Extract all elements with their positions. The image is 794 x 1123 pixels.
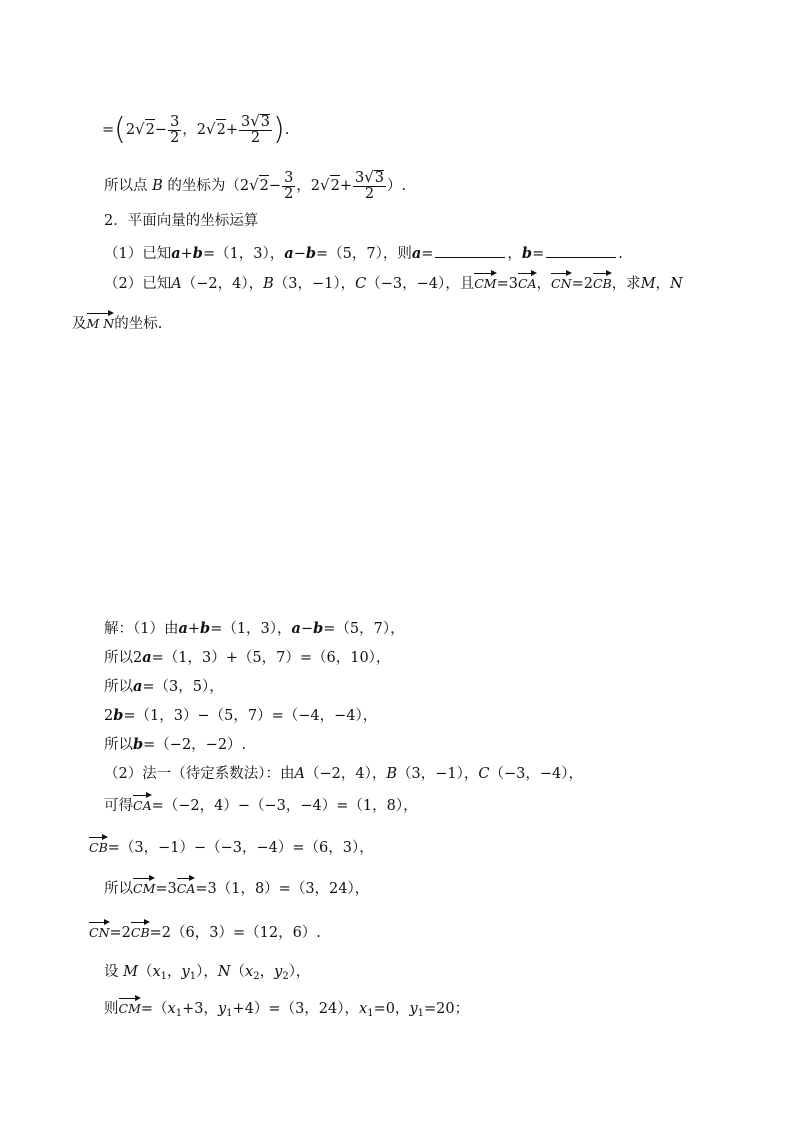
vector-CA: CA [133,793,152,813]
section-heading: 2．平面向量的坐标运算 [104,213,259,229]
vector-CN: CN [551,271,572,291]
solution-line-8: CB=（3，−1）−（−3，−4）=（6，3）， [89,835,374,858]
vector-MN: M N [87,311,115,331]
vector-CB: CB [593,271,612,291]
vector-CB: CB [131,920,150,940]
equals-sign: = [102,122,115,138]
fraction: $\frac{3}{2}$ [284,169,294,202]
fraction: $\frac{3}{2}$ [170,113,180,146]
solution-line-3: 所以a=（3，5）， [104,678,224,695]
solution-line-11: 设 $M(x_1$，$y_1$），$N(x_2$，$y_2$）， [104,964,311,982]
fraction: $\frac{3√3}{2}$ [354,168,385,202]
answer-blank-a[interactable] [435,243,505,258]
solution-line-12: 则$CM=(x_1+3$，$y_1+4)=(3$，24），$x_1=0$，$y_1=20$； [104,996,469,1024]
question-2: （2）已知A（−2，4），B（3，−1），C（−3，−4），且CM=3CA，CN=2CB，求M，N [104,271,683,294]
solution-line-7: 可得CA=（−2，4）−（−3，−4）=（1，8）， [104,793,418,816]
question-2-cont: 及M N的坐标. [72,311,162,334]
answer-blank-b[interactable] [546,243,616,258]
vector-CM: CM [474,271,496,291]
solution-line-5: 所以b=（−2，−2）. [104,736,247,753]
vector-CM: CM [133,876,155,896]
formula-line-1: =(2√2− $\frac{3}{2}$ ，2√2+ $\frac{3√3}{2}$ ). [102,112,290,147]
formula-line-2: 所以点 B 的坐标为（2√2− $\frac{3}{2}$ ，2√2+ $\frac{3√3}{2}$ ）. [104,168,407,202]
vector-CB: CB [89,835,108,855]
vector-CN: CN [89,920,110,940]
solution-line-6: （2）法一（待定系数法）：由A（−2，4），B（3，−1），C（−3，−4）， [104,766,583,782]
solution-line-10: CN=2CB=2（6，3）=（12，6）. [89,920,321,943]
solution-line-2: 所以2a=（1，3）+（5，7）=（6，10）， [104,649,391,666]
vector-CA: CA [518,271,537,291]
question-1: （1）已知a+b=（1，3），a−b=（5，7），则a= ，b= . [104,245,623,262]
vector-CM: CM [119,996,141,1016]
fraction: $\frac{3√3}{2}$ [240,112,271,146]
vector-CA: CA [177,876,196,896]
solution-line-9: 所以CM=3CA=3（1，8）=（3，24）， [104,876,369,899]
solution-line-4: 2b=（1，3）−（5，7）=（−4，−4）， [104,707,378,724]
solution-line-1: 解：（1）由a+b=（1，3），a−b=（5，7）， [104,620,405,637]
